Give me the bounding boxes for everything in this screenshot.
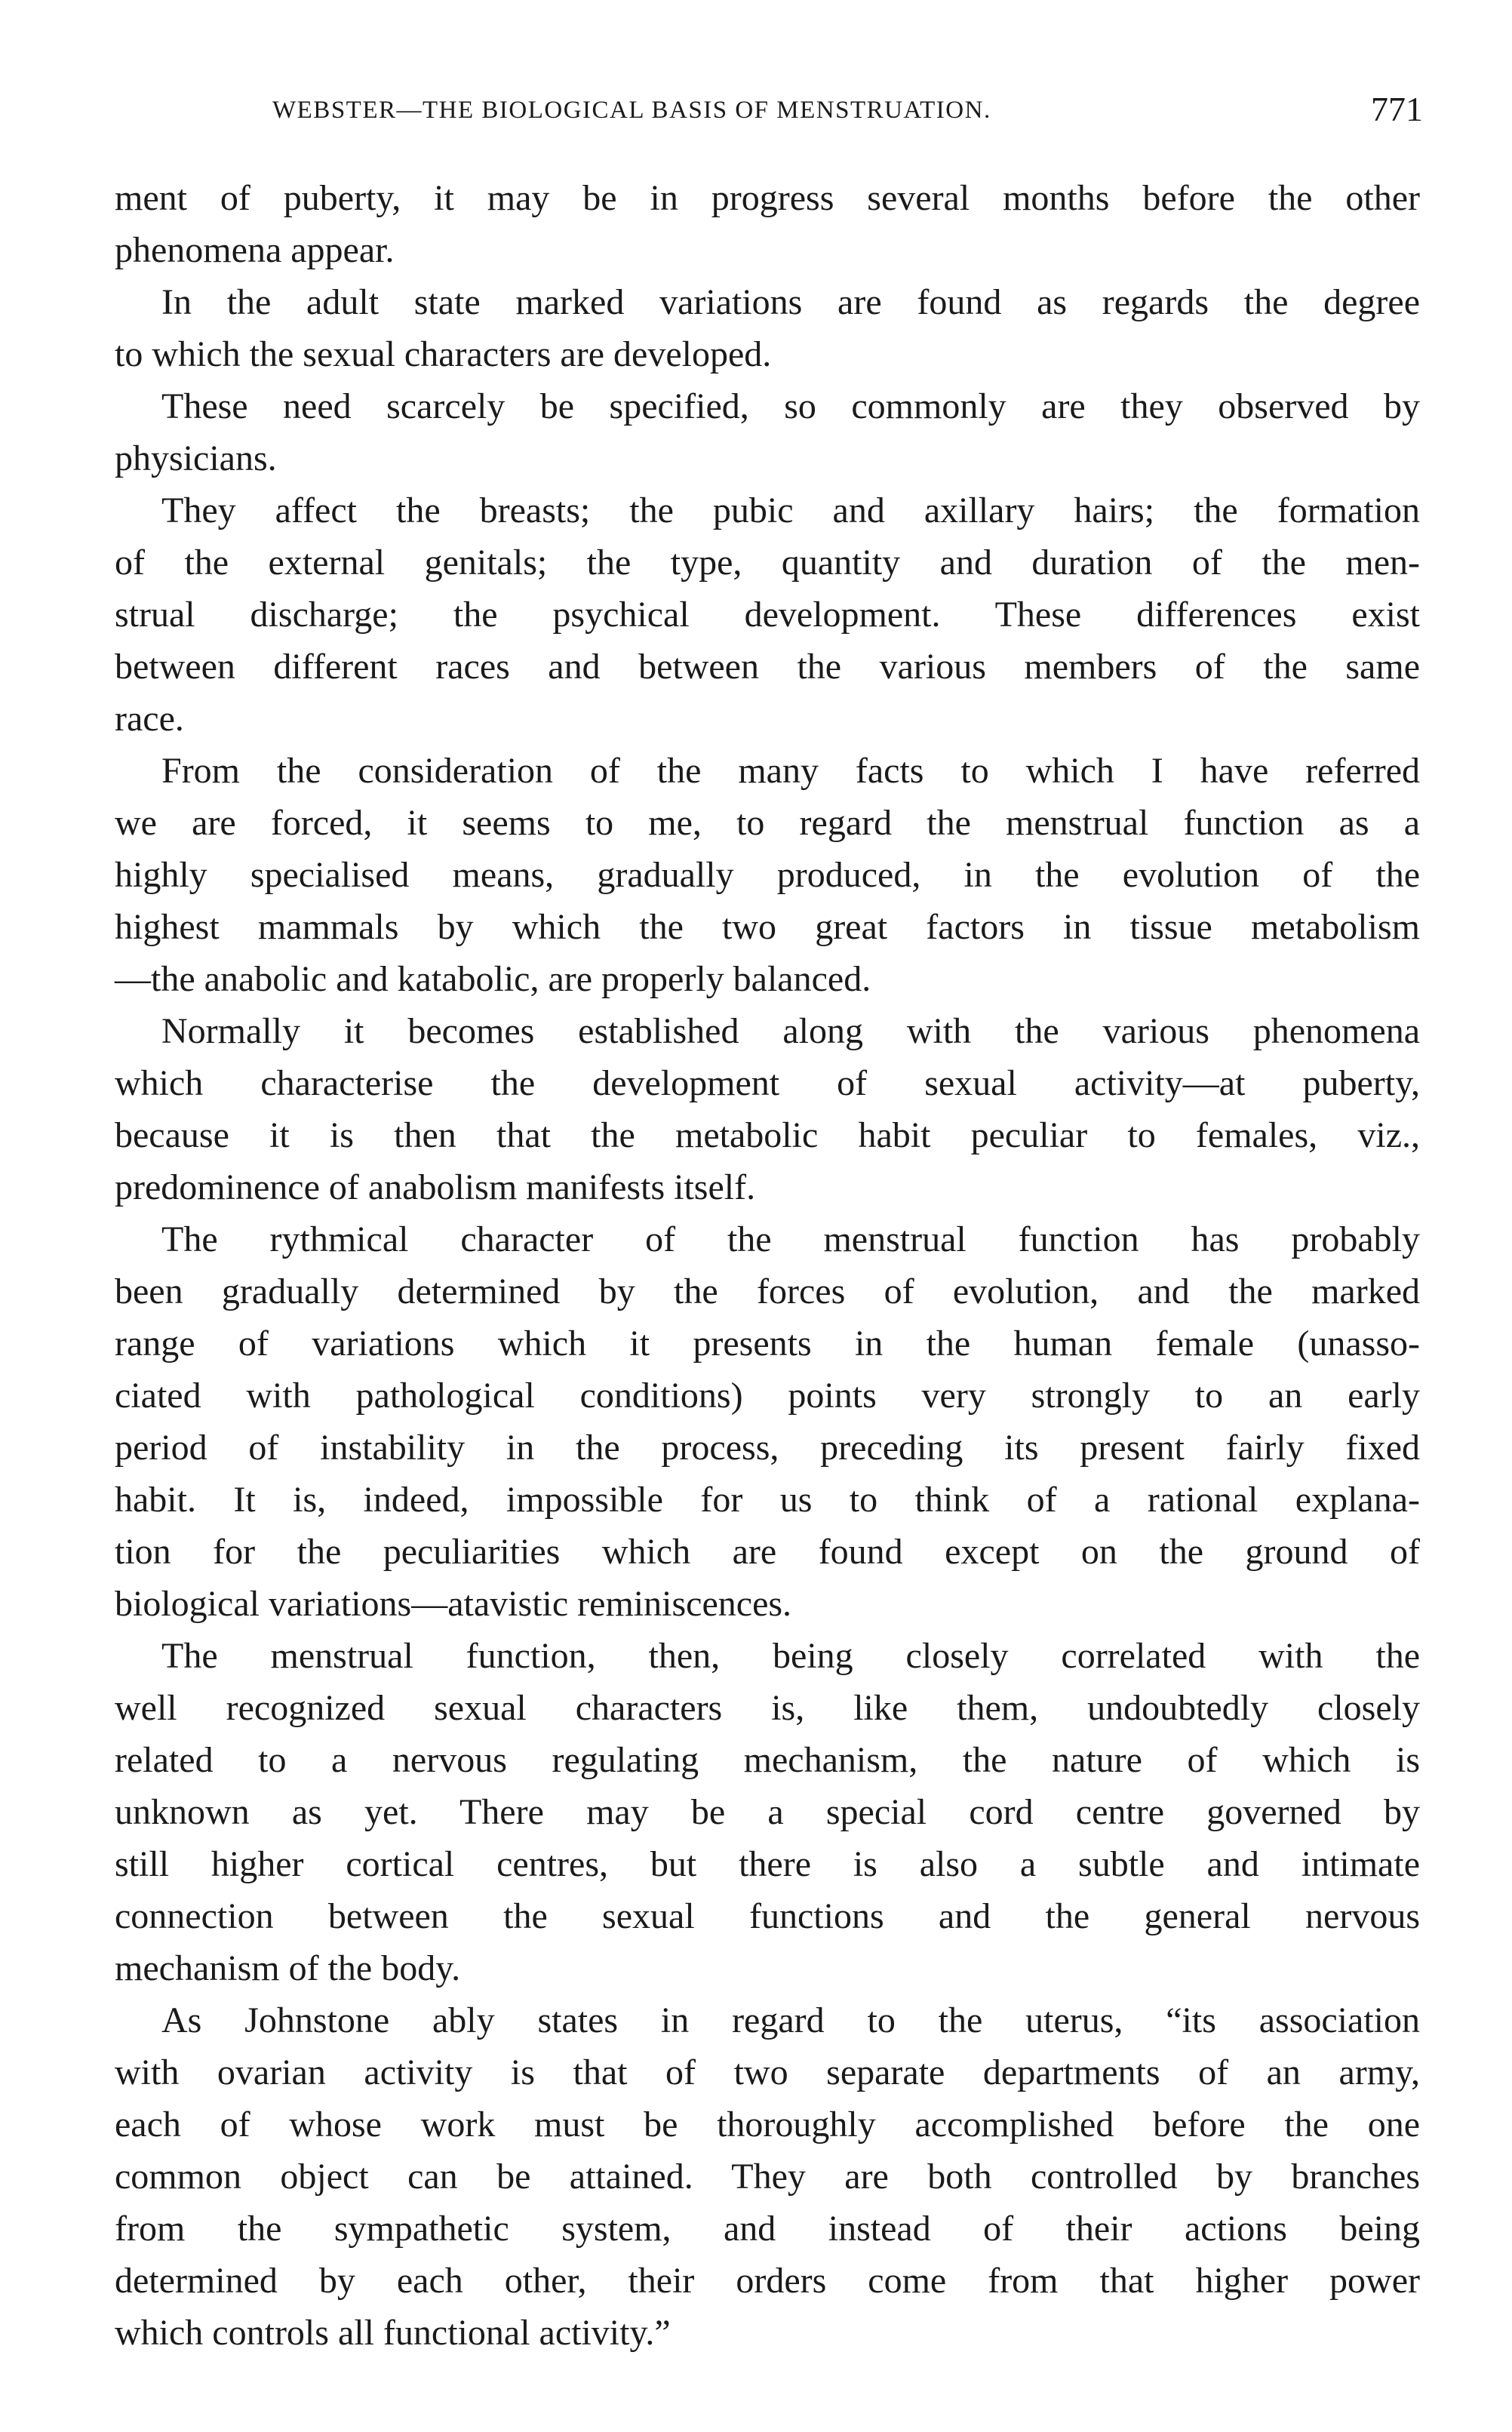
- text-line: The rythmical character of the menstrual function has probably: [161, 1219, 1420, 1259]
- text-line: common object can be attained. They are both controlled by branches: [115, 2157, 1420, 2197]
- text-line: range of variations which it presents in the human female (unasso-: [115, 1324, 1420, 1364]
- text-line: —the anabolic and katabolic, are properly balanced.: [115, 959, 871, 999]
- text-line: They affect the breasts; the pubic and axillary hairs; the formation: [161, 490, 1420, 530]
- running-title: WEBSTER—THE BIOLOGICAL BASIS OF MENSTRUATION.: [272, 97, 991, 124]
- text-line: period of instability in the process, preceding its present fairly fixed: [115, 1428, 1420, 1468]
- text-line: phenomena appear.: [115, 230, 395, 270]
- text-line: As Johnstone ably states in regard to the uterus, “its association: [161, 2000, 1420, 2040]
- text-line: tion for the peculiarities which are found except on the ground of: [115, 1532, 1420, 1572]
- text-line: habit. It is, indeed, impossible for us to think of a rational explana-: [115, 1480, 1420, 1520]
- text-line: with ovarian activity is that of two separate departments of an army,: [115, 2052, 1420, 2092]
- text-line: ment of puberty, it may be in progress several months before the other: [115, 178, 1420, 218]
- text-line: biological variations—atavistic reminiscences.: [115, 1584, 792, 1624]
- text-line: which controls all functional activity.”: [115, 2313, 671, 2353]
- text-line: which characterise the development of sexual activity—at puberty,: [115, 1063, 1420, 1103]
- text-line: unknown as yet. There may be a special cord centre governed by: [115, 1792, 1420, 1832]
- text-line: connection between the sexual functions and the general nervous: [115, 1896, 1420, 1936]
- text-line: predominence of anabolism manifests itself.: [115, 1167, 756, 1207]
- text-line: because it is then that the metabolic habit peculiar to females, viz.,: [115, 1115, 1420, 1155]
- text-line: highly specialised means, gradually produced, in the evolution of the: [115, 855, 1420, 895]
- text-line: physicians.: [115, 438, 277, 478]
- text-line: ciated with pathological conditions) points very strongly to an early: [115, 1376, 1420, 1416]
- text-line: In the adult state marked variations are found as regards the degree: [161, 282, 1420, 322]
- text-line: well recognized sexual characters is, like them, undoubtedly closely: [115, 1688, 1420, 1728]
- text-line: Normally it becomes established along with the various phenomena: [161, 1011, 1420, 1051]
- text-line: race.: [115, 699, 184, 739]
- text-line: These need scarcely be specified, so commonly are they observed by: [161, 386, 1420, 426]
- text-line: From the consideration of the many facts to which I have referred: [161, 751, 1420, 791]
- text-line: we are forced, it seems to me, to regard the menstrual function as a: [115, 803, 1420, 843]
- text-line: to which the sexual characters are developed.: [115, 334, 772, 374]
- page-number: 771: [1371, 90, 1423, 128]
- text-line: been gradually determined by the forces of evolution, and the marked: [115, 1271, 1420, 1311]
- text-line: determined by each other, their orders come from that higher power: [115, 2261, 1420, 2301]
- text-line: between different races and between the various members of the same: [115, 647, 1420, 687]
- text-line: related to a nervous regulating mechanism, the nature of which is: [115, 1740, 1420, 1780]
- running-head: [118, 89, 1423, 142]
- text-line: mechanism of the body.: [115, 1948, 461, 1988]
- text-line: of the external genitals; the type, quantity and duration of the men-: [115, 543, 1420, 583]
- text-line: strual discharge; the psychical development. These differences exist: [115, 595, 1420, 635]
- text-line: each of whose work must be thoroughly accomplished before the one: [115, 2105, 1420, 2145]
- text-line: The menstrual function, then, being closely correlated with the: [161, 1636, 1420, 1676]
- text-line: from the sympathetic system, and instead of their actions being: [115, 2209, 1420, 2249]
- text-line: still higher cortical centres, but there is also a subtle and intimate: [115, 1844, 1420, 1884]
- text-line: highest mammals by which the two great factors in tissue metabolism: [115, 907, 1420, 947]
- body-text: [115, 172, 1420, 2359]
